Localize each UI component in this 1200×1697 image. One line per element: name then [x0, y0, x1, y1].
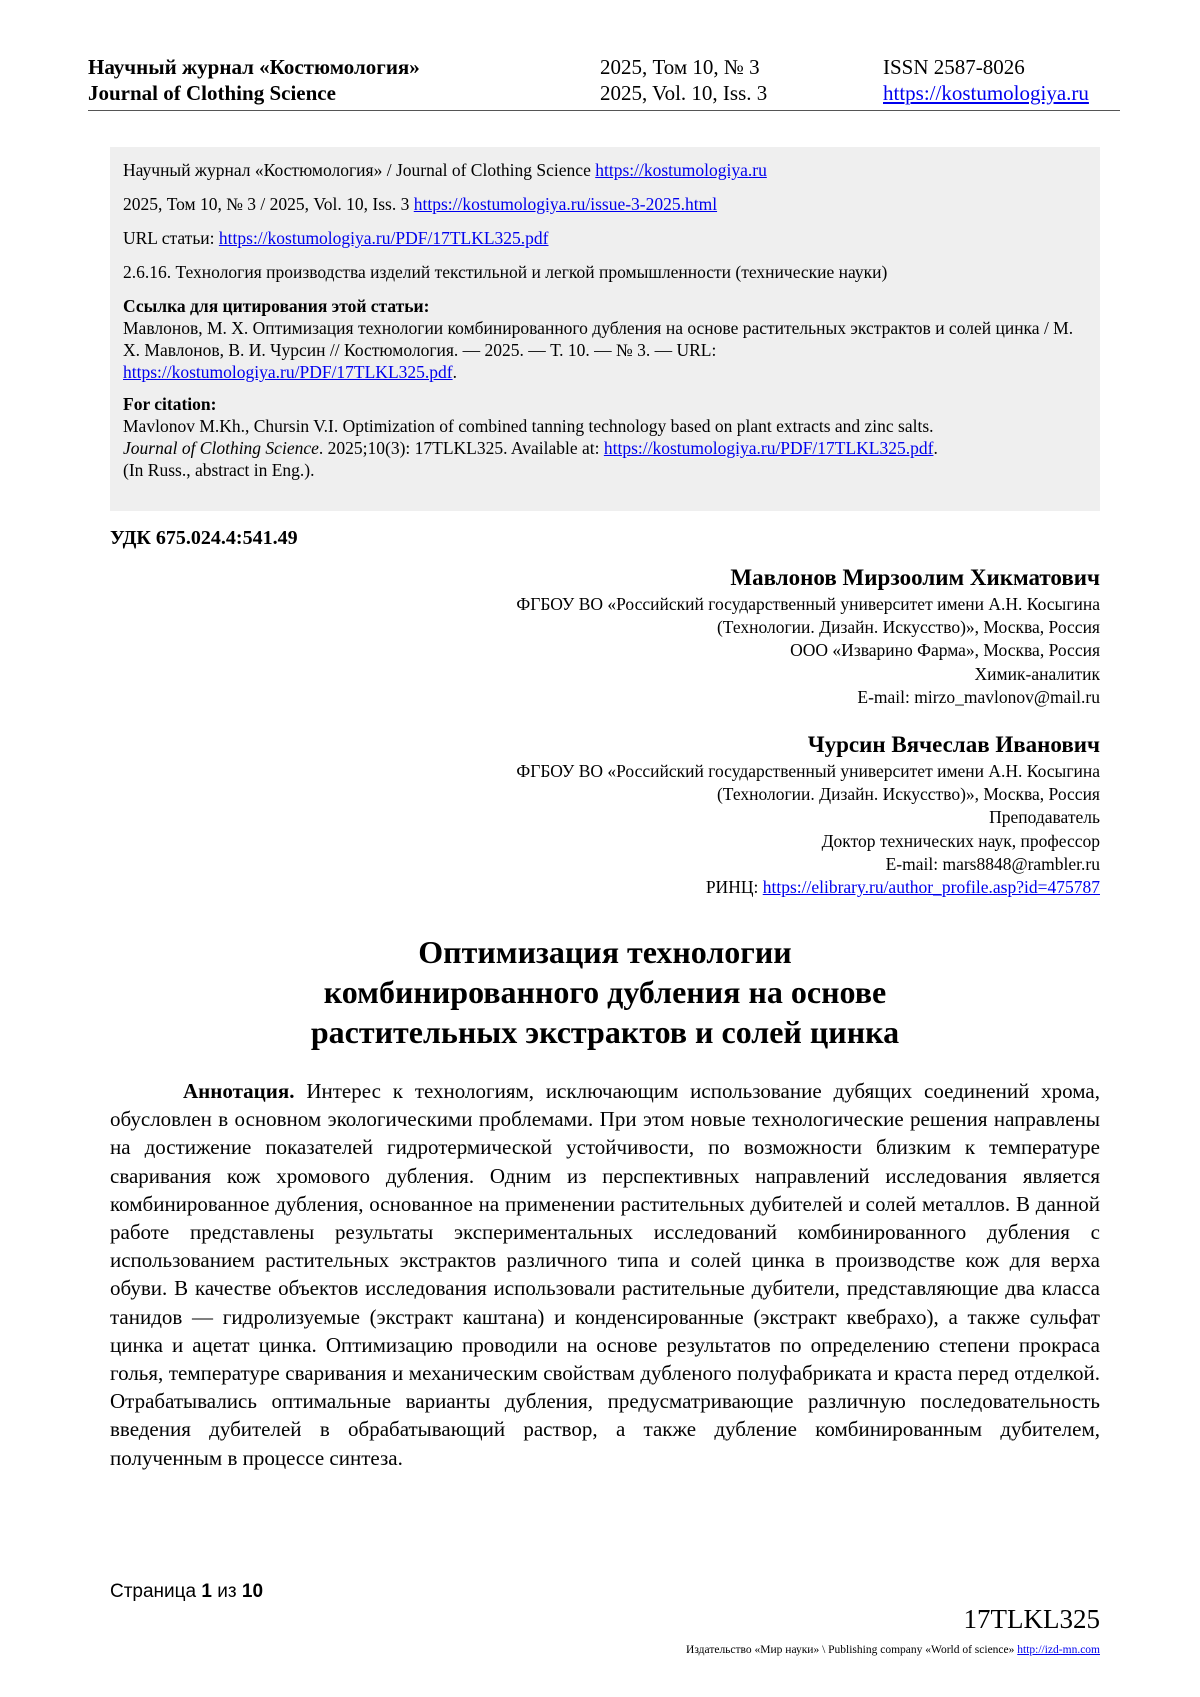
header-journal-ru: Научный журнал «Костюмология»	[88, 55, 420, 79]
citation-en-text: Mavlonov M.Kh., Chursin V.I. Optimization of combined tanning technology based on plant extracts and zinc salts.	[123, 416, 934, 436]
citation-en-lang: (In Russ., abstract in Eng.).	[123, 460, 315, 480]
author2-rinc-link[interactable]: https://elibrary.ru/author_profile.asp?id=475787	[762, 877, 1100, 898]
info-url-line: URL статьи: https://kostumologiya.ru/PDF/17TLKL325.pdf	[123, 228, 549, 248]
article-title	[110, 932, 1100, 1052]
author2-email: E-mail: mars8848@rambler.ru	[885, 853, 1100, 874]
info-journal-line: Научный журнал «Костюмология» / Journal of Clothing Science https://kostumologiya.ru	[123, 160, 767, 180]
citation-en-title: For citation:	[123, 394, 217, 414]
citation-ru-title: Ссылка для цитирования этой статьи:	[123, 296, 430, 316]
citation-en	[123, 393, 1087, 481]
author2-name: Чурсин Вячеслав Иванович	[807, 732, 1100, 758]
author1-name: Мавлонов Мирзоолим Хикматович	[730, 565, 1100, 590]
title-line-2: комбинированного дубления на основе	[323, 974, 887, 1010]
publisher-line: Издательство «Мир науки» \ Publishing company «World of science» http://izd-mn.com	[686, 1644, 1100, 1656]
publisher-link[interactable]: http://izd-mn.com	[1017, 1644, 1100, 1656]
author1-aff1: ФГБОУ ВО «Российский государственный университет имени А.Н. Косыгина	[516, 594, 1100, 614]
info-issue-link[interactable]: https://kostumologiya.ru/issue-3-2025.html	[413, 194, 718, 214]
header-issn-block	[883, 54, 1089, 106]
authors-block	[300, 563, 1100, 899]
title-line-3: растительных экстрактов и солей цинка	[310, 1014, 900, 1050]
author2-aff2: (Технологии. Дизайн. Искусство)», Москва, Россия	[716, 784, 1100, 805]
header-site-link[interactable]: https://kostumologiya.ru	[883, 81, 1089, 105]
citation-ru-text: Мавлонов, М. Х. Оптимизация технологии комбинированного дубления на основе растительных экстрактов и солей цинка / М. Х. Мавлонов, В. И. Чурсин // Костюмология. — 2025. — Т. 10. — № 3. — URL:	[123, 318, 1074, 360]
citation-ru-link[interactable]: https://kostumologiya.ru/PDF/17TLKL325.pdf	[123, 362, 453, 382]
author1-aff2: (Технологии. Дизайн. Искусство)», Москва, Россия	[716, 617, 1100, 638]
abstract-lead: Аннотация.	[183, 1079, 295, 1103]
info-journal-link[interactable]: https://kostumologiya.ru	[595, 160, 767, 180]
info-issue-line: 2025, Том 10, № 3 / 2025, Vol. 10, Iss. 3 https://kostumologiya.ru/issue-3-2025.html	[123, 194, 718, 214]
info-specialty-line: 2.6.16. Технология производства изделий текстильной и легкой промышленности (технические науки)	[123, 262, 888, 282]
header-journal	[88, 54, 420, 106]
citation-ru: Ссылка для цитирования этой статьи: Мавлонов, М. Х. Оптимизация технологии комбинированного дубления на основе растительных экстрактов и солей цинка / М. Х. Мавлонов, В. И. Чурсин // Костюмология. — 2025. — Т. 10. — № 3. — URL: https://kostumologiya.ru/PDF/17TLKL325.pdf.	[123, 295, 1087, 383]
author1-email: E-mail: mirzo_mavlonov@mail.ru	[857, 686, 1100, 707]
udk-code: УДК 675.024.4:541.49	[110, 527, 298, 549]
citation-en-journal: Journal of Clothing Science	[123, 438, 319, 458]
abstract	[110, 1077, 1100, 1472]
author2-position: Преподаватель	[989, 807, 1100, 828]
article-code: 17TLKL325	[963, 1604, 1100, 1634]
page-number: Страница 1 из 10	[110, 1581, 264, 1602]
running-header	[88, 52, 1120, 111]
author2-degree: Доктор технических наук, профессор	[821, 830, 1100, 851]
abstract-text: Интерес к технологиям, исключающим использование дубящих соединений хрома, обусловлен в основном экологическими проблемами. При этом новые технологические решения направлены на достижение показателей гидротермической устойчивости, по возможности близким к температуре сваривания кож хромового дубления. Одним из перспективных направлений исследования является комбинированное дубления, основанное на применении растительных дубителей и солей металлов. В данной работе представлены результаты экспериментальных исследований комбинированного дубления с использованием растительных экстрактов различного типа и солей цинка в производстве кож для верха обуви. В качестве объектов исследования использовали растительные дубители, представляющие два класса танидов — гидролизуемые (экстракт каштана) и конденсированные (экстракт квебрахо), а также сульфат цинка и ацетат цинка. Оптимизацию проводили на основе результатов по определению степени прокраса голья, температуре сваривания и механическим свойствам дубленого полуфабриката и краста перед отделкой. Отрабатывались оптимальные варианты дубления, предусматривающие различную последовательность введения дубителей в обрабатывающий раствор, а также дубление комбинированным дубителем, полученным в процессе синтеза.	[110, 1079, 1100, 1470]
header-issue	[600, 54, 767, 106]
header-issn: ISSN 2587-8026	[883, 55, 1025, 79]
header-issue-en: 2025, Vol. 10, Iss. 3	[600, 81, 768, 105]
author2-rinc: РИНЦ: https://elibrary.ru/author_profile.asp?id=475787	[705, 877, 1100, 898]
citation-en-line2: Journal of Clothing Science. 2025;10(3): 17TLKL325. Available at: https://kostumologiya.ru/PDF/17TLKL325.pdf.	[123, 438, 938, 458]
info-article-link[interactable]: https://kostumologiya.ru/PDF/17TLKL325.pdf	[218, 228, 549, 248]
author1-position: Химик-аналитик	[974, 663, 1100, 684]
citation-info-box	[110, 147, 1100, 511]
citation-en-link[interactable]: https://kostumologiya.ru/PDF/17TLKL325.pdf	[603, 438, 934, 458]
title-line-1: Оптимизация технологии	[418, 934, 792, 970]
page-total: 10	[241, 1581, 264, 1602]
page-current: 1	[201, 1581, 212, 1602]
author2-aff1: ФГБОУ ВО «Российский государственный университет имени А.Н. Косыгина	[516, 761, 1100, 782]
author1-aff3: ООО «Изварино Фарма», Москва, Россия	[790, 640, 1100, 661]
header-journal-en: Journal of Clothing Science	[88, 81, 336, 105]
header-issue-ru: 2025, Том 10, № 3	[600, 55, 760, 79]
